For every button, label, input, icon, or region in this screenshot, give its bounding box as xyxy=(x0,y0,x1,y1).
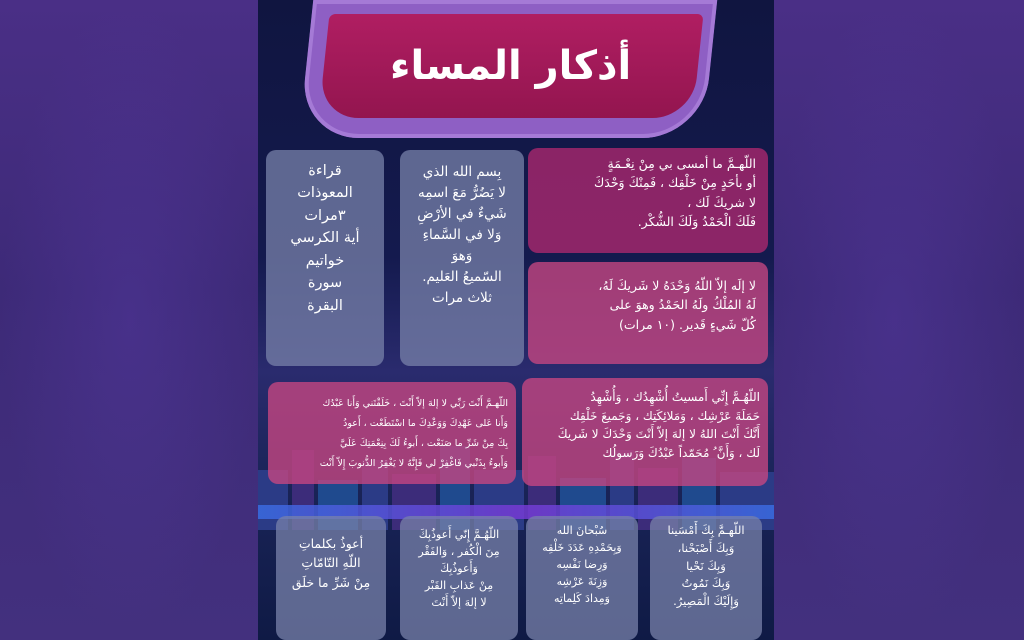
right-background-glow xyxy=(764,0,1024,640)
card-ma-amsa: اللّهـمَّ ما أمسى بي مِنْ نِعْـمَةٍ أو بأحَدٍ مِنْ خَلْقِك ، فَمِنْكَ وَحْدَكَ لا شريكَ لَك ، فَلَكَ الْحَمْدُ وَلَكَ الشُّكْر. xyxy=(528,148,768,253)
card-audhu-bikalimat: أعوذُ بكلماتِ اللّهِ التّامّاتِ مِنْ شَرِّ ما خلَق xyxy=(276,516,386,640)
card-kufr-faqr: اللّهُـمَّ إِنّي أَعوذُبِكَ مِنَ الْكُفر ، وَالفَقْر وَأَعوذُبِكَ مِنْ عَذابِ القَبْر لا إلهَ إلاّ أَنْتَ xyxy=(400,516,518,640)
card-muawwidhat: قراءة المعوذات ٣مرات أية الكرسي خواتيم سورة البقرة xyxy=(266,150,384,366)
card-subhanallah: سُبْحانَ الله وَبِحَمْدِهِ عَدَدَ خَلْقِه وَرِضا نَفْسِه وَزِنَةَ عَرْشِه وَمِدادَ كَلِماتِه xyxy=(526,516,638,640)
adhkar-poster xyxy=(258,0,774,640)
title-banner xyxy=(319,14,704,118)
left-background-glow xyxy=(0,0,260,640)
poster-title: أذكار المساء xyxy=(390,43,632,89)
card-sayyid-al-istighfar: اللّهـمَّ أَنْتَ رَبِّي لا إلهَ إلاّ أَنْتَ ، خَلَقْتَني وَأَنا عَبْدُك وَأَنا عَلى عَهْدِكَ وَوَعْدِكَ ما اسْتَطَعْت ، أَعوذُ بِكَ مِنْ شَرِّ ما صَنَعْت ، أَبوءُ لَكَ بِنِعْمَتِكَ عَلَيَّ وَأَبوءُ بِذَنْبي فَاغْفِرْ لي فَإِنَّهُ لا يَغْفِرُ الذُّنوبَ إِلاّ أَنْت xyxy=(268,382,516,484)
card-bismillah: بِسم الله الذي لا يَضُرُّ مَعَ اسمِه شَيءٌ في الأرْضِ وَلا في السَّماءِ وَهوَ السّميعُ العَليم. ثلاث مرات xyxy=(400,150,524,366)
card-amsaytu-ushhiduk: اللّهُـمَّ إِنِّي أَمسيتُ أُشْهِدُك ، وَأُشْهِدُ حَمَلَةَ عَرْشِك ، وَمَلائِكَتِك ، وَجَميعَ خَلْقِك أَنَّكَ أَنْتَ اللهُ لا إلهَ إلاّ أَنْتَ وَحْدَكَ لا شَريكَ لَك ، وَأَنَّ ُ مُحَمّداً عَبْدُكَ وَرَسولُك xyxy=(522,378,768,486)
card-la-ilaha: لا إلَه إلاّ اللّهُ وَحْدَهُ لا شَريكَ لَهُ، لَهُ المُلْكُ ولَهُ الحَمْدُ وهوَ على كُلّ شَيءٍ قَدير. (١٠ مرات) xyxy=(528,262,768,364)
card-bika-amsayna: اللّهـمَّ بِكَ أَمْسَينا وَبِكَ أَصْبَحْنا، وَبِكَ نَحْيا وَبِكَ نَمُوتُ وَإِلَيْكَ الْمَصِيرُ. xyxy=(650,516,762,640)
